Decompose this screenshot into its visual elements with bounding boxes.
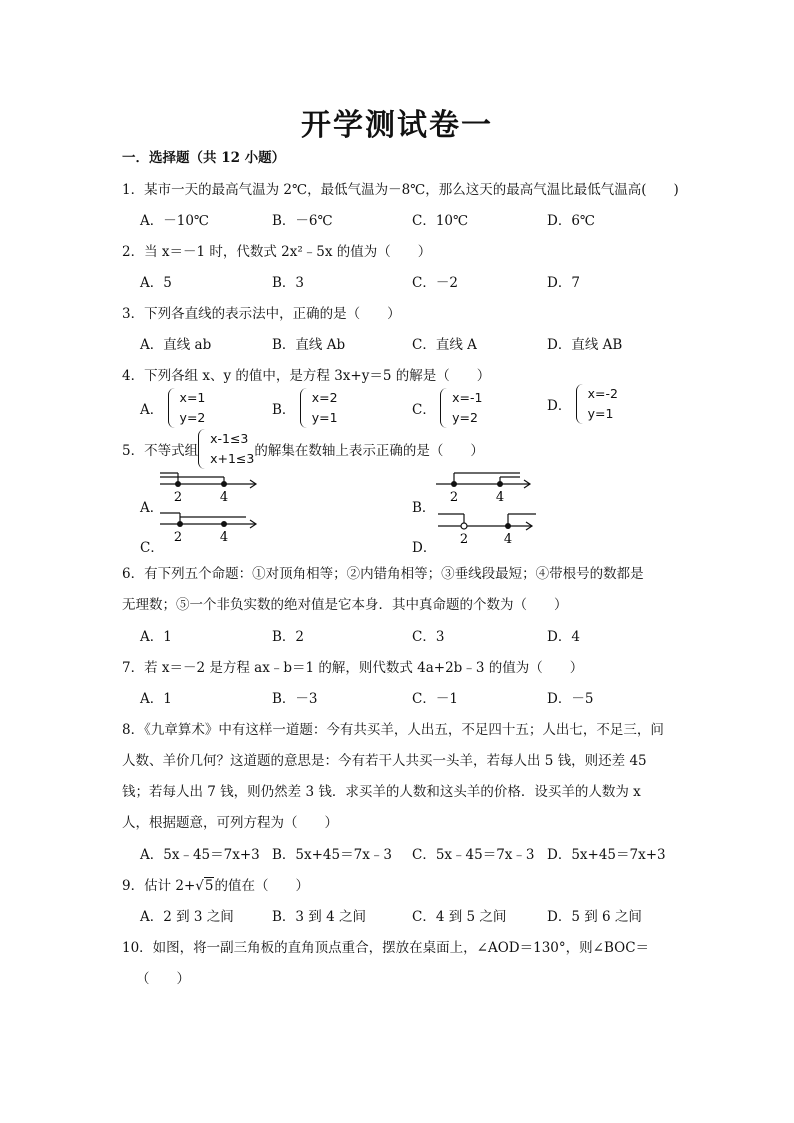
q5-option-d-number-line	[436, 510, 540, 546]
q6-option-a: A．1	[140, 629, 172, 645]
q9-option-c: C．4 到 5 之间	[412, 909, 507, 925]
q4-option-b	[272, 388, 338, 428]
q1-option-c: C．10℃	[412, 213, 469, 229]
q7-option-b: B．－3	[272, 691, 318, 707]
q5-inequality-system	[198, 429, 254, 469]
question-6-line-2: 无理数；⑤一个非负实数的绝对值是它本身．其中真命题的个数为（ ）	[122, 597, 568, 613]
question-5-stem	[122, 429, 484, 469]
q5-stem-suffix: 的解集在数轴上表示正确的是（ ）	[254, 443, 484, 459]
q1-option-d: D．6℃	[547, 213, 596, 229]
q3-option-b: B．直线 Ab	[272, 337, 346, 353]
q4-option-a	[140, 388, 205, 428]
q3-option-c: C．直线 A	[412, 337, 477, 353]
q9-option-a: A．2 到 3 之间	[140, 909, 234, 925]
question-4-stem: 4．下列各组 x、y 的值中，是方程 3x+y＝5 的解是（ ）	[122, 368, 491, 384]
q9-stem-prefix: 9．估计 2+	[122, 878, 196, 894]
q2-option-d: D．7	[547, 275, 580, 291]
brace-icon	[440, 388, 449, 428]
q4-option-c-system	[440, 388, 482, 428]
brace-icon	[168, 388, 177, 428]
equation-line: y=1	[587, 406, 614, 421]
brace-icon	[198, 429, 207, 469]
equation-line: y=1	[311, 410, 338, 425]
q7-option-a: A．1	[140, 691, 172, 707]
q8-option-d: D．5x+45＝7x+3	[547, 847, 666, 863]
q5-option-c-number-line	[158, 510, 262, 544]
question-8-line-2: 人数、羊价几何？这道题的意思是：今有若干人共买一头羊，若每人出 5 钱，则还差 45	[122, 753, 647, 769]
q4-option-d	[547, 384, 618, 424]
q1-option-b: B．－6℃	[272, 213, 333, 229]
question-2-stem: 2．当 x＝－1 时，代数式 2x²﹣5x 的值为（ ）	[122, 244, 432, 260]
q9-stem-suffix: 的值在（ ）	[214, 878, 309, 894]
q4-option-c-label: C．	[412, 402, 436, 418]
equation-line: x=-1	[452, 390, 483, 405]
q2-option-a: A．5	[140, 275, 172, 291]
brace-icon	[576, 384, 585, 424]
question-3-stem: 3．下列各直线的表示法中，正确的是（ ）	[122, 306, 401, 322]
q4-option-a-label: A．	[140, 402, 164, 418]
tick-label: 4	[219, 530, 229, 544]
question-1-stem: 1．某市一天的最高气温为 2℃，最低气温为－8℃，那么这天的最高气温比最低气温高( )	[122, 182, 679, 198]
equation-line: x=2	[311, 390, 338, 405]
equation-line: x=-2	[587, 386, 618, 401]
q6-option-b: B．2	[272, 629, 305, 645]
q5-option-c-label: C．	[140, 540, 164, 556]
tick-label: 2	[173, 530, 183, 544]
q6-option-c: C．3	[412, 629, 445, 645]
question-10-line-1: 10．如图，将一副三角板的直角顶点重合，摆放在桌面上，∠AOD＝130°，则∠BOC＝	[122, 940, 650, 956]
question-6-line-1: 6．有下列五个命题：①对顶角相等；②内错角相等；③垂线段最短；④带根号的数都是	[122, 566, 644, 582]
q2-option-c: C．－2	[412, 275, 458, 291]
question-9-stem	[122, 874, 309, 894]
q6-option-d: D．4	[547, 629, 580, 645]
q9-radicand: 5	[204, 878, 214, 894]
question-8-line-4: 人，根据题意，可列方程为（ ）	[122, 815, 338, 831]
equation-line: y=2	[452, 410, 478, 425]
q9-option-d: D．5 到 6 之间	[547, 909, 642, 925]
q4-option-d-system	[576, 384, 618, 424]
q8-option-c: C．5x﹣45＝7x﹣3	[412, 847, 535, 863]
tick-label: 2	[459, 532, 469, 546]
q5-option-a-number-line	[158, 470, 262, 504]
q7-option-c: C．－1	[412, 691, 458, 707]
sqrt-icon: √	[195, 878, 204, 894]
q5-option-b-label: B．	[412, 500, 436, 516]
tick-label: 4	[503, 532, 513, 546]
q5-option-d-label: D．	[412, 540, 437, 556]
q8-option-b: B．5x+45＝7x﹣3	[272, 847, 392, 863]
q9-option-b: B．3 到 4 之间	[272, 909, 366, 925]
question-7-stem: 7．若 x＝－2 是方程 ax﹣b＝1 的解，则代数式 4a+2b﹣3 的值为（ ）	[122, 660, 584, 676]
page-title: 开学测试卷一	[301, 108, 493, 143]
q4-option-b-system	[300, 388, 338, 428]
q7-option-d: D．－5	[547, 691, 594, 707]
q3-option-d: D．直线 AB	[547, 337, 623, 353]
q1-option-a: A．－10℃	[140, 213, 210, 229]
inequality-line: x+1≤3	[210, 451, 255, 466]
q4-option-a-system	[168, 388, 206, 428]
q3-option-a: A．直线 ab	[140, 337, 212, 353]
q2-option-b: B．3	[272, 275, 305, 291]
tick-label: 2	[173, 490, 183, 504]
tick-label: 2	[449, 490, 459, 504]
q5-stem-prefix: 5．不等式组	[122, 443, 199, 459]
section-heading: 一．选择题（共 12 小题）	[122, 150, 286, 166]
q8-option-a: A．5x﹣45＝7x+3	[140, 847, 260, 863]
equation-line: y=2	[179, 410, 206, 425]
q4-option-d-label: D．	[547, 398, 572, 414]
question-8-line-3: 钱；若每人出 7 钱，则仍然差 3 钱．求买羊的人数和这头羊的价格．设买羊的人数为 x	[122, 784, 641, 800]
q5-option-a-label: A．	[140, 500, 164, 516]
tick-label: 4	[495, 490, 505, 504]
brace-icon	[300, 388, 309, 428]
inequality-line: x-1≤3	[210, 431, 249, 446]
question-8-line-1: 8．《九章算术》中有这样一道题：今有共买羊，人出五，不足四十五；人出七，不足三，问	[122, 722, 664, 738]
q4-option-c	[412, 388, 482, 428]
question-10-line-2: （ ）	[136, 971, 190, 987]
q4-option-b-label: B．	[272, 402, 296, 418]
equation-line: x=1	[179, 390, 206, 405]
tick-label: 4	[219, 490, 229, 504]
q5-option-b-number-line	[434, 470, 534, 504]
